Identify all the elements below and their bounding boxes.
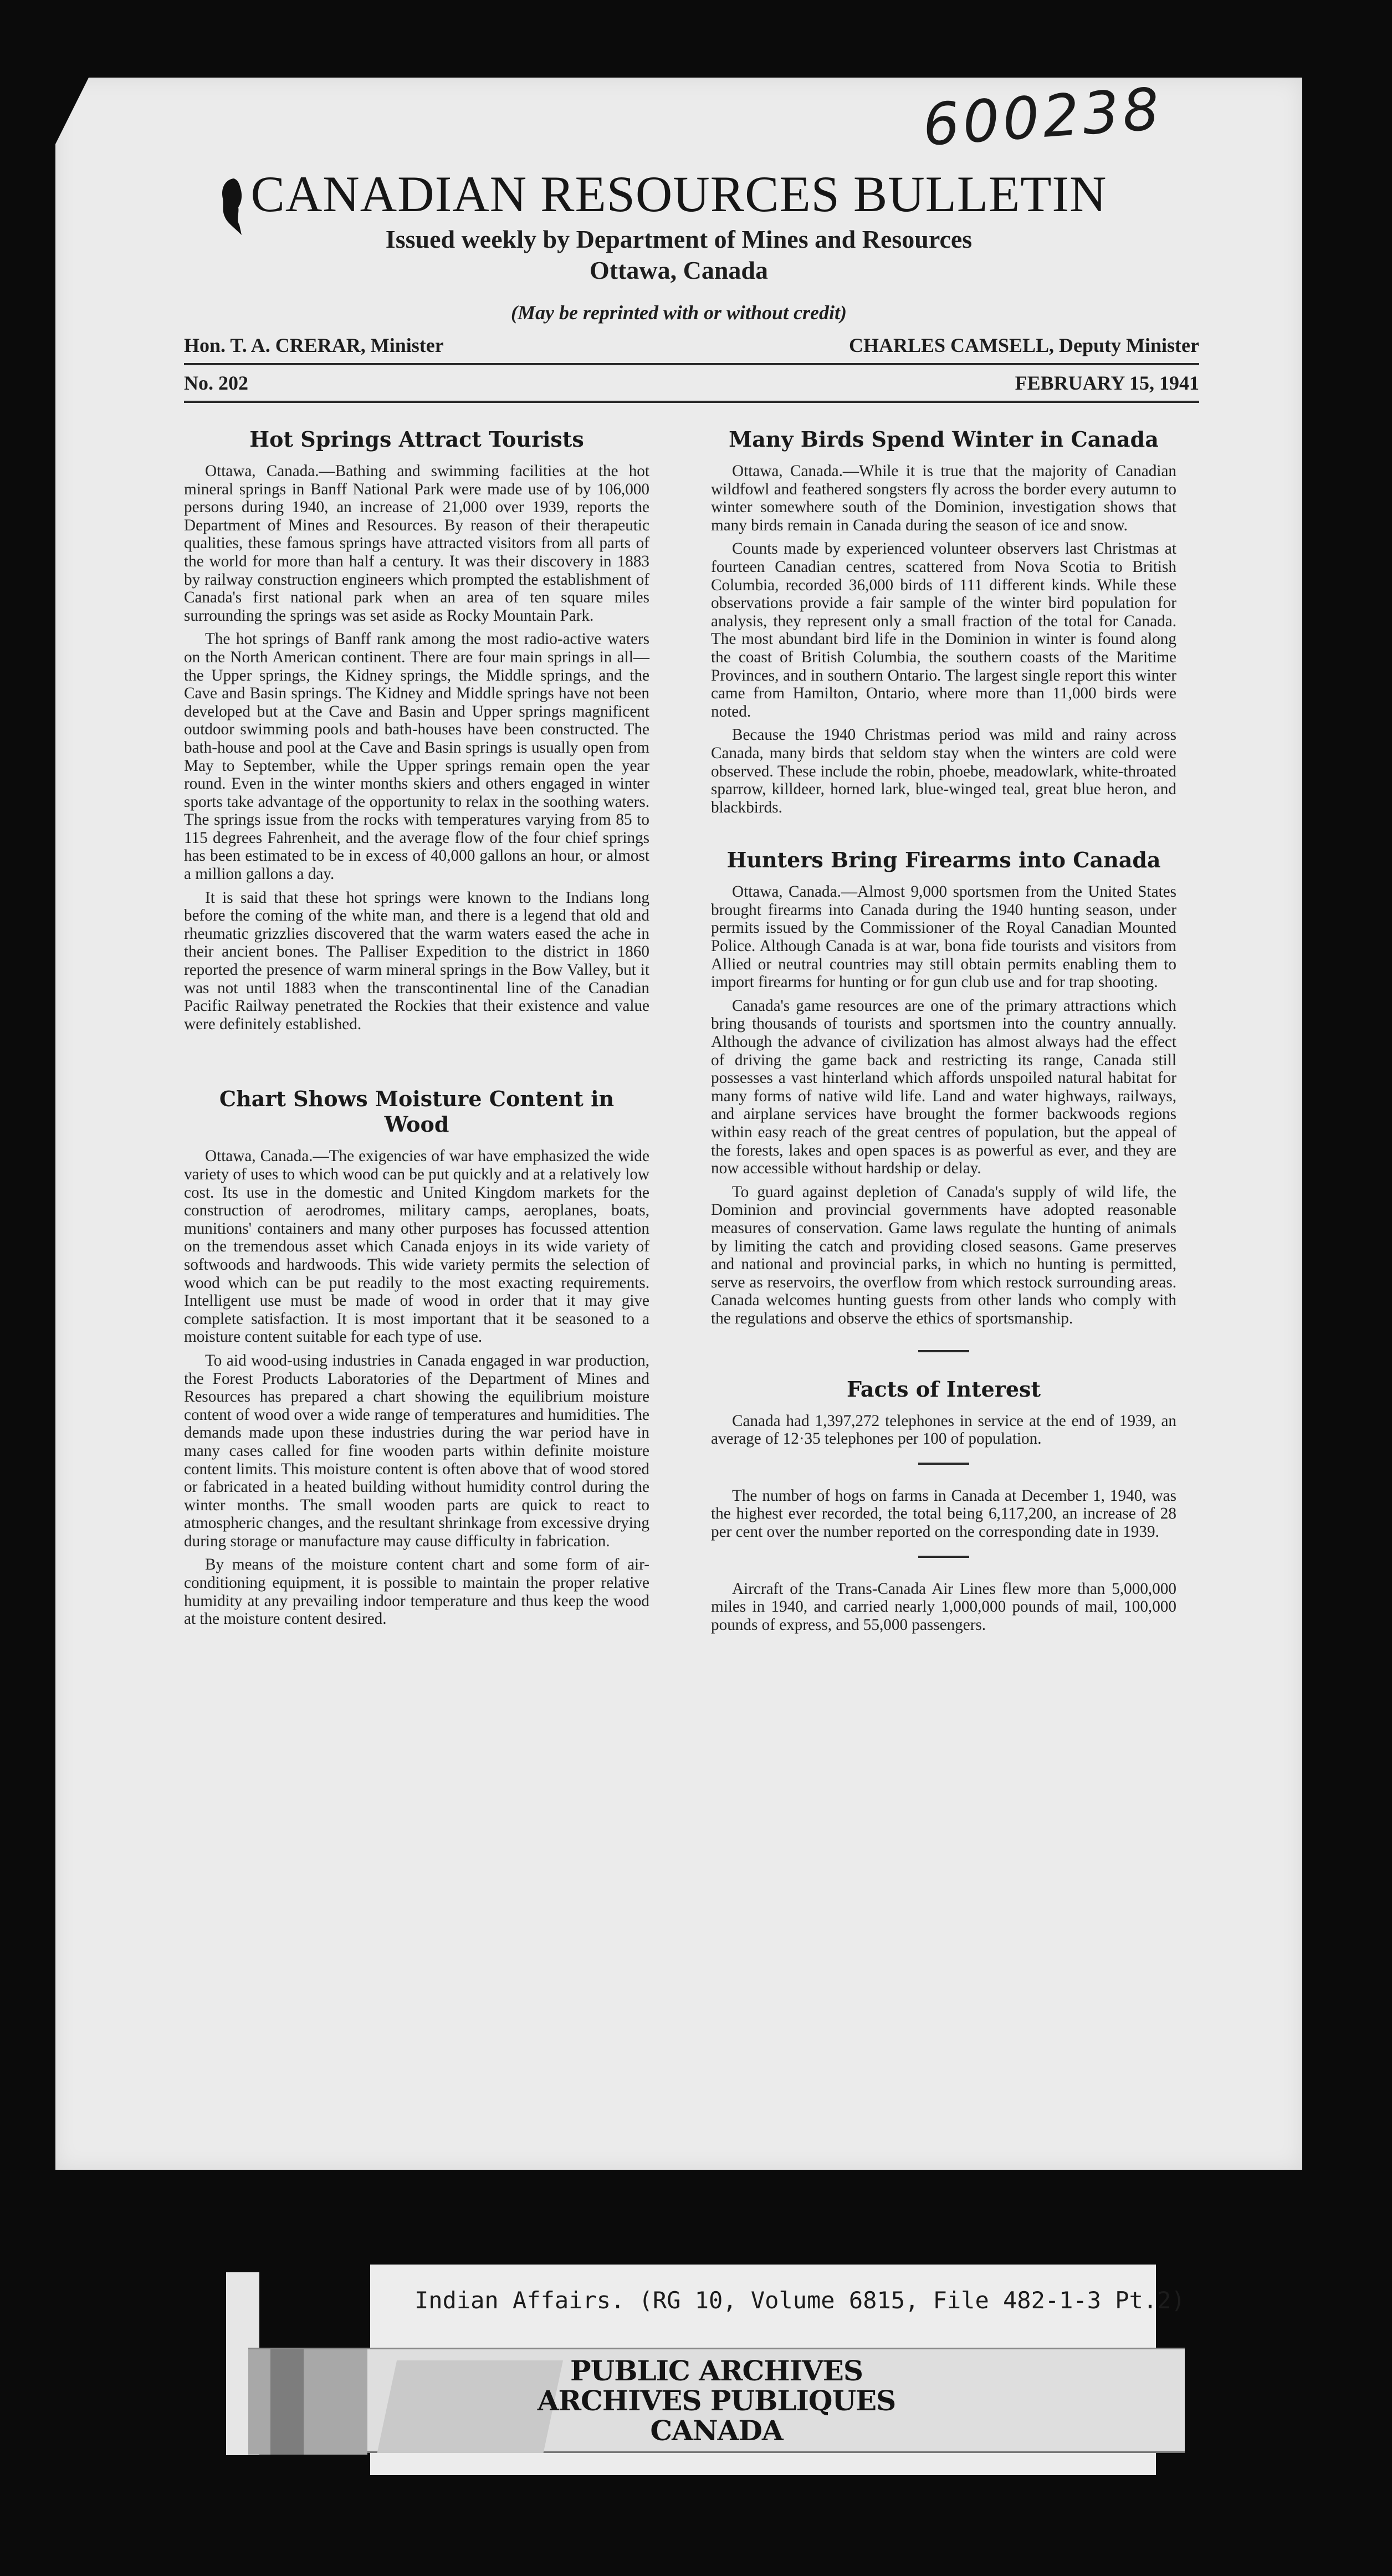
article-paragraph: Canada's game resources are one of the primary attractions which bring thousands of tourists and sportsmen into the country annually. Although the advance of civilization has almost always had the effect of driving the game back and restricting its range, Canada still possesses a vast hinterland which affords unspoiled natural habitat for many forms of native wild life. Land and water highways, railways, and airplane services have brought the former backwoods regions within easy reach of the great centres of population, but the appeal of the forests, lakes and open spaces is as powerful as ever, and they are now accessible without hardship or delay.	[711, 996, 1176, 1178]
article-paragraph: By means of the moisture content chart and some form of air-conditioning equipment, it is possible to maintain the proper relative humidity at any prevailing indoor temperature and thus keep the wood at the moisture content desired.	[184, 1556, 649, 1628]
masthead-rule-top	[184, 363, 1199, 365]
article-paragraph: Ottawa, Canada.—Bathing and swimming facilities at the hot mineral springs in Banff National Park were made use of by 106,000 persons during 1940, an increase of 21,000 over 1939, reports the Department of Mines and Resources. By reason of their therapeutic qualities, these famous springs have attracted visitors from all parts of the world for more than half a century. It was their discovery in 1883 by railway construction engineers which prompted the establishment of Canada's first national park when an area of ten square miles surrounding the springs was set aside as Rocky Mountain Park.	[184, 462, 649, 625]
fact-divider	[918, 1556, 969, 1558]
folded-corner	[55, 78, 89, 144]
section-divider	[918, 1350, 969, 1352]
article-headline: Chart Shows Moisture Content in Wood	[219, 1086, 615, 1137]
reprint-note: (May be reprinted with or without credit)	[510, 301, 847, 324]
article-paragraph: Ottawa, Canada.—While it is true that the majority of Canadian wildfowl and feathered songsters fly across the border every autumn to winter somewhere south of the Dominion, investigation shows that many birds remain in Canada during the season of ice and snow.	[711, 462, 1176, 534]
officers-line	[184, 334, 1199, 357]
article-spacer	[711, 822, 1176, 847]
public-archives-stamp	[248, 2348, 1185, 2453]
fact-item: Canada had 1,397,272 telephones in service at the end of 1939, an average of 12·35 telephones per 100 of population.	[711, 1412, 1176, 1448]
archive-reference-label	[370, 2265, 1185, 2348]
article-hunters-firearms	[711, 847, 1176, 1327]
article-hot-springs	[184, 427, 649, 1033]
left-column	[184, 427, 649, 1634]
minister-name: Hon. T. A. CRERAR, Minister	[184, 334, 444, 356]
article-paragraph: To aid wood-using industries in Canada engaged in war production, the Forest Products Laboratories of the Department of Mines and Resources has prepared a chart showing the equilibrium moisture content of wood over a wide range of temperatures and humidities. The demands made upon these industries during the war period have in many cases called for fine wooden parts within definite moisture content limits. This moisture content is often above that of wood stored or fabricated in a heated building without humidity control during the winter months. The small wooden parts are quick to react to atmospheric changes, and the resultant shrinkage from excessive drying during storage or manufacture may cause difficulty in fabrication.	[184, 1351, 649, 1550]
article-paragraph: It is said that these hot springs were known to the Indians long before the coming of the white man, and there is a legend that old and rheumatic grizzlies discovered that the warm waters eased the ache in their ancient bones. The Palliser Expedition to the district in 1860 reported the presence of warm mineral springs in the Bow Valley, but it was not until 1883 when the transcontinental line of the Canadian Pacific Railway penetrated the Rockies that their existence and value were definitely established.	[184, 888, 649, 1033]
article-moisture-content	[184, 1086, 649, 1628]
article-paragraph: Ottawa, Canada.—Almost 9,000 sportsmen from the United States brought firearms into Canada during the 1940 hunting season, under permits issued by the Commissioner of the Royal Canadian Mounted Police. Although Canada is at war, bona fide tourists and visitors from Allied or neutral countries may still obtain permits enabling them to import firearms for hunting or for gun club use and for trap shooting.	[711, 883, 1176, 991]
stamp-line: PUBLIC ARCHIVES	[570, 2354, 863, 2387]
stamp-text	[248, 2356, 1185, 2446]
fact-divider	[918, 1463, 969, 1465]
right-column	[711, 427, 1176, 1639]
article-paragraph: The hot springs of Banff rank among the most radio-active waters on the North American continent. There are four main springs in all—the Upper springs, the Kidney springs, the Middle springs, and the Cave and Basin springs. The Kidney and Middle springs have not been developed but at the Cave and Basin and Upper springs magnificent outdoor swimming pools and bath-houses have been constructed. The bath-house and pool at the Cave and Basin springs is usually open from May to September, while the Upper springs remain open the year round. Even in the winter months skiers and others engaged in winter sports take advantage of the opportunity to relax in the soothing waters. The springs issue from the rocks with temperatures varying from 85 to 115 degrees Fahrenheit, and the average flow of the four chief springs has been estimated to be in excess of 40,000 gallons an hour, or almost a million gallons a day.	[184, 630, 649, 883]
issue-line	[184, 371, 1199, 395]
issue-number: No. 202	[184, 372, 248, 394]
fact-item: Aircraft of the Trans-Canada Air Lines flew more than 5,000,000 miles in 1940, and carried nearly 1,000,000 pounds of mail, 100,000 pounds of express, and 55,000 passengers.	[711, 1580, 1176, 1634]
facts-headline: Facts of Interest	[846, 1376, 1041, 1402]
article-headline: Hot Springs Attract Tourists	[249, 427, 584, 452]
archive-label-strip	[370, 2453, 1156, 2475]
stamp-line: CANADA	[650, 2414, 783, 2447]
fact-item: The number of hogs on farms in Canada at December 1, 1940, was the highest ever recorded, the total being 6,117,200, an increase of 28 per cent over the number reported on the corresponding date in 1939.	[711, 1486, 1176, 1541]
deputy-minister-name: CHARLES CAMSELL, Deputy Minister	[848, 334, 1199, 356]
stamp-line: ARCHIVES PUBLIQUES	[537, 2384, 896, 2417]
bulletin-title: CANADIAN RESOURCES BULLETIN	[250, 166, 1107, 222]
issue-date: FEBRUARY 15, 1941	[1015, 372, 1199, 394]
article-paragraph: Counts made by experienced volunteer observers last Christmas at fourteen Canadian centres, scattered from Nova Scotia to British Columbia, recorded 36,000 birds of 111 different kinds. While these observations provide a fair sample of the winter bird population for analysis, they represent only a small fraction of the total for Canada. The most abundant bird life in the Dominion in winter is found along the coast of British Columbia, the southern coasts of the Maritime Provinces, and in southern Ontario. The largest single report this winter came from Hamilton, Ontario, where more than 11,000 birds were noted.	[711, 540, 1176, 720]
publication-city: Ottawa, Canada	[589, 256, 769, 284]
article-headline: Many Birds Spend Winter in Canada	[729, 427, 1159, 452]
article-spacer	[184, 1039, 649, 1086]
masthead	[55, 166, 1302, 325]
article-paragraph: Because the 1940 Christmas period was mild and rainy across Canada, many birds that seldom stay when the winters are cold were observed. These include the robin, phoebe, meadowlark, white-throated sparrow, killdeer, horned lark, blue-winged teal, great blue heron, and blackbirds.	[711, 726, 1176, 816]
bulletin-page	[55, 75, 1302, 2170]
issued-by: Issued weekly by Department of Mines and Resources	[385, 225, 973, 253]
article-birds-winter	[711, 427, 1176, 816]
article-paragraph: To guard against depletion of Canada's supply of wild life, the Dominion and provincial governments have adopted reasonable measures of conservation. Game laws regulate the hunting of animals by limiting the catch and providing closed seasons. Game preserves and national and provincial parks, in which no hunting is permitted, serve as reservoirs, the overflow from which restock surrounding areas. Canada welcomes hunting guests from other lands who comply with the regulations and observe the ethics of sportsmanship.	[711, 1183, 1176, 1327]
masthead-rule-bottom	[184, 401, 1199, 403]
facts-of-interest	[711, 1377, 1176, 1634]
article-headline: Hunters Bring Firearms into Canada	[726, 847, 1161, 873]
archive-reference: Indian Affairs. (RG 10, Volume 6815, File 482-1-3 Pt.2)	[414, 2287, 1185, 2314]
handwritten-file-number: 600238	[920, 75, 1165, 159]
article-paragraph: Ottawa, Canada.—The exigencies of war have emphasized the wide variety of uses to which wood can be put quickly and at a relatively low cost. Its use in the domestic and United Kingdom markets for the construction of aerodromes, military camps, aeroplanes, boats, munitions' containers and many other purposes has focussed attention on the tremendous asset which Canada enjoys in its wide variety of softwoods and hardwoods. This wide variety permits the selection of wood which can be put readily to the most exacting requirements. Intelligent use must be made of wood in order that it may give complete satisfaction. It is most important that it be seasoned to a moisture content suitable for each type of use.	[184, 1147, 649, 1346]
